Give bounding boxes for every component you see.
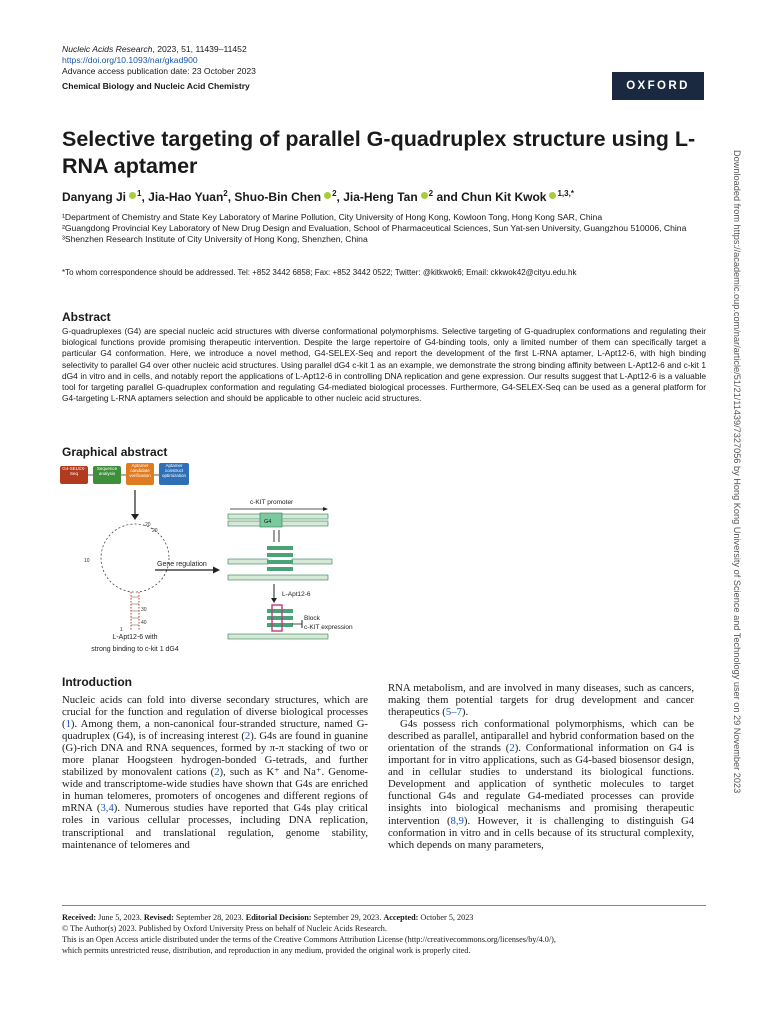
- citation-link[interactable]: 2: [244, 730, 251, 743]
- promoter-label: c-KIT promoter: [250, 499, 294, 506]
- author-name: Jia-Hao Yuan: [148, 190, 224, 204]
- aptamer-caption: strong binding to c-kit 1 dG4: [91, 646, 179, 653]
- step-label: Aptamer construct optimization: [161, 463, 186, 478]
- history-dates: Received: June 5, 2023. Revised: September 28, 2023. Editorial Decision: September 29, 2023. Accepted: October 5, 2023: [62, 913, 474, 922]
- doi-link[interactable]: https://doi.org/10.1093/nar/gkad900: [62, 55, 198, 65]
- affiliation: ³Shenzhen Research Institute of City University of Hong Kong, Shenzhen, China: [62, 234, 368, 245]
- intro-column-2: RNA metabolism, and are involved in many diseases, such as cancers, making them potential targets for drug development and cancer therapeutics (5–7). G4s possess rich conformational polymorphisms, which can be described as parallel, antiparallel and hybrid conformation based on the orientation of the strands (2). Conformational information on G4 is important for in vitro applications, such as G4-based biosensor design, and in cellular studies to understand its biological functions. Development and application of synthetic molecules to target functional G4s and regulate G4-mediated processes can provide insights into biological mechanisms and promising therapeutic intervention (8,9). However, it is challenging to distinguish G4 conformation in vitro and in cells because of its structural complexity, which depends on many parameters,: [388, 682, 695, 851]
- affiliation: ¹Department of Chemistry and State Key Laboratory of Marine Pollution, City University of Hong Kong, Kowloon Tong, Hong Kong SAR, China: [62, 212, 603, 222]
- correspondence: *To whom correspondence should be addressed. Tel: +852 3442 6858; Fax: +852 3442 0522; Twitter: @kitkwok6; Email: ckkwok42@cityu.edu.hk: [62, 268, 577, 277]
- license: which permits unrestricted reuse, distribution, and reproduction in any medium, provided the original work is properly cited.: [62, 946, 471, 955]
- journal-citation: Nucleic Acids Research, 2023, 51, 11439–11452: [62, 44, 247, 54]
- affiliation: ²Guangdong Provincial Key Laboratory of New Drug Design and Evaluation, School of Pharmaceutical Sciences, Sun Yat-sen University, Guangzhou 510006, China: [62, 223, 687, 234]
- aptamer-label: L-Apt12-6: [282, 591, 311, 598]
- step-label: G4-SELEX-Seq: [62, 466, 86, 476]
- citation-link[interactable]: 8,9: [450, 814, 464, 827]
- introduction-heading: Introduction: [62, 675, 132, 689]
- license: This is an Open Access article distributed under the terms of the Creative Commons Attribution License (http://creativecommons.org/licenses/by/4.0/),: [62, 935, 556, 944]
- copyright: © The Author(s) 2023. Published by Oxford University Press on behalf of Nucleic Acids Research.: [62, 924, 387, 933]
- abstract-text: G-quadruplexes (G4) are special nucleic acid structures with diverse conformational polymorphisms. Selective targeting of G-quadruplex conformations and regulating their biological functions provide promising therapeutic intervention. Despite the large repertoire of G4-binding tools, only a limited number of them can specifically target a particular G4 conformation. Here, we introduce a novel method, G4-SELEX-Seq and report the development of the first L-RNA aptamer, L-Apt12-6, with high binding selectivity to parallel G4 over other nucleic acid structures. Using parallel dG4 c-kit 1 as an example, we demonstrate the strong binding affinity between L-Apt12-6 and c-kit 1 dG4 in vitro and in cells, and notably report the applications of L-Apt12-6 in controlling DNA replication and gene expression. Our results suggest that L-Apt12-6 is a valuable tool for targeting parallel G-quadruplex conformation and regulating G4-mediated biological processes. Furthermore, G4-SELEX-Seq can be used as a general platform for G4-targeting L-RNA aptamers selection and should be applicable to other nucleic acid structures.: [62, 326, 706, 404]
- advance-access-date: Advance access publication date: 23 October 2023: [62, 66, 256, 76]
- nt-label: 1: [120, 627, 123, 633]
- citation-link[interactable]: 3,4: [100, 802, 114, 815]
- oxford-logo: OXFORD: [612, 72, 704, 100]
- graphical-abstract-figure: [60, 462, 400, 662]
- footer-divider: [62, 905, 706, 906]
- download-watermark: Downloaded from https://academic.oup.com/nar/article/51/21/11439/7327056 by Hong Kong University of Science and Technology user on 29 November 2023: [732, 150, 742, 794]
- g4-label: G4: [264, 519, 272, 525]
- author-name: Jia-Heng Tan: [343, 190, 418, 204]
- nt-label: 30: [141, 607, 147, 613]
- intro-column-1: Nucleic acids can fold into diverse secondary structures, which are crucial for the function and regulation of diverse biological processes (1). Among them, a non-canonical four-stranded structure, named G-quadruplex (G4), is of increasing interest (2). G4s are found in guanine (G)-rich DNA and RNA sequences, formed by π-π stacking of two or more planar Hoogsteen hydrogen-bonded G-tetrads, and further stabilized by monovalent cations (2), such as K⁺ and Na⁺. Genome-wide and transcriptome-wide studies have shown that G4s are enriched in human telomeres, promoters of oncogenes and different regions of mRNA (3,4). Numerous studies have reported that G4s play critical roles in various cellular processes, including DNA replication, transcriptional and translational regulation, genome stability, maintenance of telomeres and: [62, 694, 368, 851]
- citation-link[interactable]: 2: [214, 766, 220, 779]
- abstract-heading: Abstract: [62, 310, 111, 324]
- step-label: Aptamer candidate verification: [129, 463, 151, 478]
- author-name: Shuo-Bin Chen: [234, 190, 322, 204]
- author-name: Chun Kit Kwok: [461, 190, 547, 204]
- article-footer: [62, 912, 712, 956]
- citation-link[interactable]: 2: [509, 742, 515, 755]
- nt-label: 20: [145, 522, 151, 528]
- nt-label: 10: [84, 558, 90, 564]
- affiliations: [62, 212, 712, 246]
- nt-label: 20: [152, 528, 158, 534]
- gene-regulation-label: Gene regulation: [157, 561, 207, 568]
- graphical-abstract-svg: [60, 462, 400, 662]
- block-label: Block: [304, 615, 320, 622]
- step-label: Sequence analysis: [96, 466, 118, 476]
- aptamer-caption: L-Apt12-6 with: [112, 634, 158, 641]
- article-title: Selective targeting of parallel G-quadruplex structure using L-RNA aptamer: [62, 127, 696, 178]
- block-label: c-KIT expression: [304, 624, 353, 631]
- article-section: Chemical Biology and Nucleic Acid Chemistry: [62, 81, 250, 91]
- author-name: Danyang Ji: [62, 190, 127, 204]
- nt-label: 40: [141, 620, 147, 626]
- orcid-icon[interactable]: [324, 192, 331, 199]
- orcid-icon[interactable]: [421, 192, 428, 199]
- citation-link[interactable]: 1: [65, 718, 71, 731]
- orcid-icon[interactable]: [129, 192, 136, 199]
- citation-link[interactable]: 5–7: [445, 706, 462, 719]
- author-list: Danyang Ji $^1$, Jia-Hao Yuan$^2$, Shuo-Bin Chen $^2$, Jia-Heng Tan $^2$ and Chun Kit Kwok $^{1,3,*}$: [62, 189, 574, 204]
- orcid-icon[interactable]: [549, 192, 556, 199]
- graphical-abstract-heading: Graphical abstract: [62, 445, 168, 459]
